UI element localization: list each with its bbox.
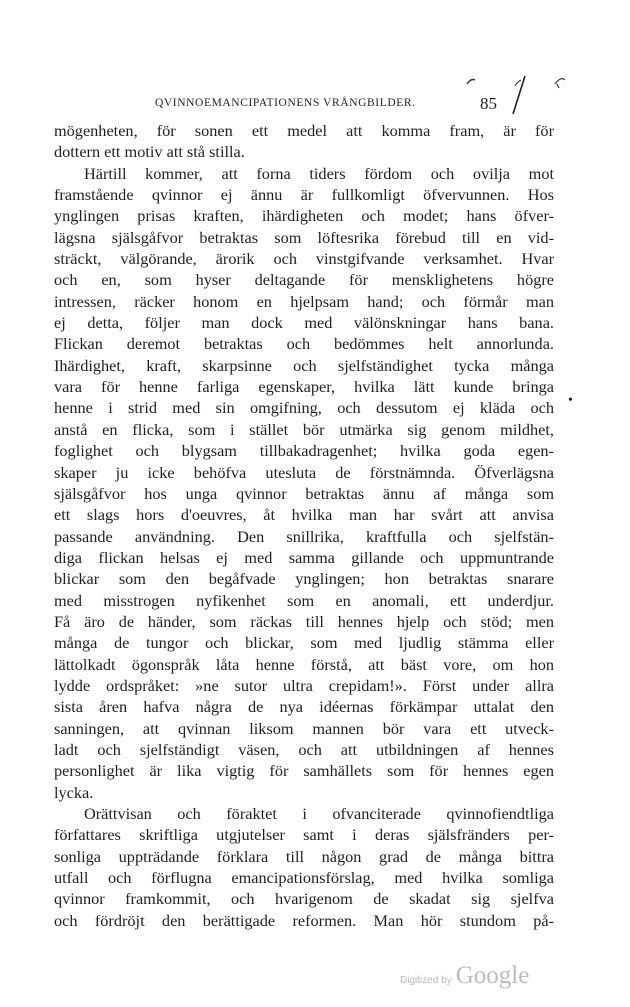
text-line: mögenheten, för sonen ett medel att komma fram, är för xyxy=(54,121,554,140)
google-logo: Google xyxy=(455,962,530,989)
text-line: passande användning. Den snillrika, kraftfulla och sjelfstän- xyxy=(54,526,554,546)
text-line: qvinnor framkommit, och hvarigenom de skadat sig sjelfva xyxy=(54,889,554,909)
text-line: och en, som hyser deltagande för mensklighetens högre xyxy=(54,270,554,290)
text-line: diga flickan helsas ej med samma gillande och uppmuntrande xyxy=(54,547,554,567)
text-line: blickar som den begåfvade ynglingen; hon betraktas snarare xyxy=(54,569,554,589)
text-line: lägsna själsgåfvor betraktas som löftesrika förebud till en vid- xyxy=(54,227,554,247)
text-line: Ihärdighet, kraft, skarpsinne och sjelfständighet tycka många xyxy=(54,355,554,375)
text-line: författares skriftliga utgjutelser samt i deras själsfränders per- xyxy=(54,825,554,845)
text-line: Härtill kommer, att forna tiders fördom och ovilja mot xyxy=(84,163,554,183)
text-line: ej detta, följer man dock med välönskningar hans bana. xyxy=(54,313,554,333)
text-line: sträckt, välgörande, ärorik och vinstgifvande verksamhet. Hvar xyxy=(54,249,554,269)
text-line: dottern ett motiv att stå stilla. xyxy=(54,142,245,162)
google-watermark xyxy=(400,962,529,990)
text-line: vara för henne farliga egenskaper, hvilka lätt kunde bringa xyxy=(54,377,554,397)
text-line: sista åren hafva några de nya idéernas förkämpar uttalat den xyxy=(54,697,554,717)
text-line: Få äro de händer, som räckas till hennes hjelp och stöd; men xyxy=(54,611,554,631)
text-line: henne i strid med sin omgifning, och dessutom ej kläda och xyxy=(54,398,554,418)
text-line: ett slags hors d'oeuvres, åt hvilka man har svårt att anvisa xyxy=(54,505,554,525)
body-text xyxy=(54,120,554,931)
page-number: 85 xyxy=(480,94,497,113)
text-line: intressen, räcker honom en hjelpsam hand; och förmår man xyxy=(54,291,554,311)
text-line: många de tungor och blickar, som med ljudlig stämma eller xyxy=(54,633,554,653)
text-line: framstående qvinnor ej ännu är fullkomligt öfvervunnen. Hos xyxy=(54,185,554,205)
text-line: Orättvisan och föraktet i ofvanciterade qvinnofiendtliga xyxy=(84,804,554,823)
margin-mark-icon: • xyxy=(568,393,573,408)
watermark-prefix: Digitized by xyxy=(400,975,452,986)
text-line: sanningen, att qvinnan liksom mannen bör vara ett utveck- xyxy=(54,718,554,738)
text-line: lättolkadt ögonspråk låta henne förstå, att bäst vore, om hon xyxy=(54,654,554,674)
text-line: själsgåfvor hos unga qvinnor betraktas ännu af många som xyxy=(54,483,554,503)
text-line: anstå en flicka, som i stället bör utmärka sig genom mildhet, xyxy=(54,419,554,439)
text-line: ladt och sjelfständigt väsen, och att utbildningen af hennes xyxy=(54,739,554,759)
text-line: sonliga uppträdande förklara till någon grad de många bittra xyxy=(54,846,554,866)
text-line: och fördröjt den berättigade reformen. Man hör stundom på- xyxy=(54,910,554,930)
pencil-annotation-marks xyxy=(455,62,595,122)
text-line: foglighet och blygsam tillbakadragenhet; hvilka goda egen- xyxy=(54,441,554,461)
text-line: lydde ordspråket: »ne sutor ultra crepidam!». Först under allra xyxy=(54,675,554,695)
text-line: personlighet är lika vigtig för samhällets som för hennes egen xyxy=(54,761,554,781)
running-header-title: QVINNOEMANCIPATIONENS VRÅNGBILDER. xyxy=(155,97,416,109)
text-line: med misstrogen nyfikenhet som en anomali, ett underdjur. xyxy=(54,590,554,610)
text-line: skaper ju icke behöfva utesluta de förstnämnda. Öfverlägsna xyxy=(54,462,554,482)
text-line: ynglingen prisas kraften, ihärdigheten och modet; hans öfver- xyxy=(54,206,554,226)
text-line: lycka. xyxy=(54,782,94,802)
text-line: utfall och förflugna emancipationsförslag, med hvilka somliga xyxy=(54,868,554,888)
text-line: Flickan deremot betraktas och bedömmes helt annorlunda. xyxy=(54,334,554,354)
